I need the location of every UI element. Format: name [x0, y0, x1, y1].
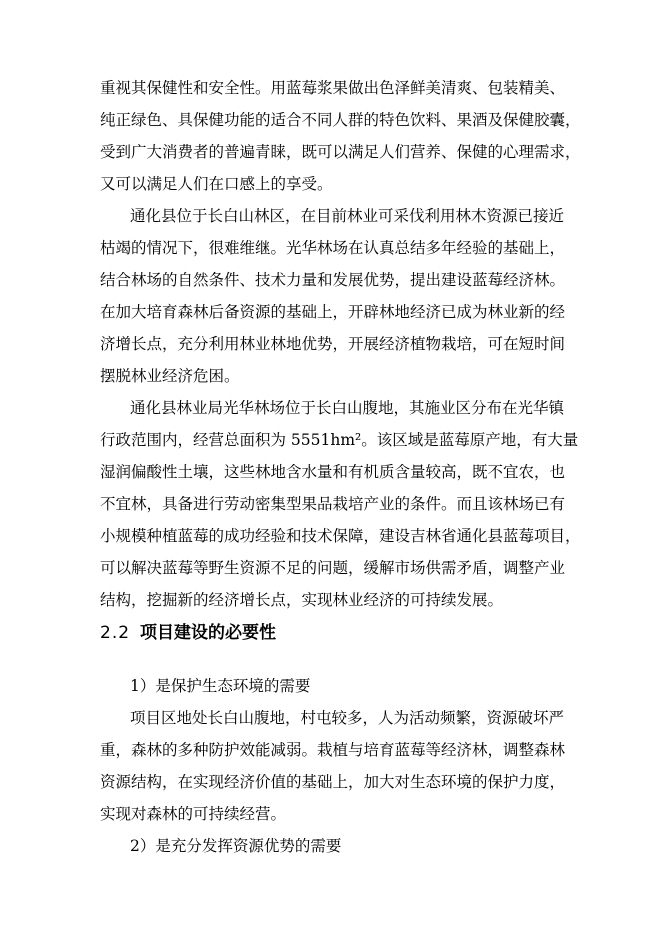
paragraph-line: 通化县位于长白山林区，在目前林业可采伐利用林木资源已接近	[130, 207, 565, 225]
paragraph-line: 在加大培育森林后备资源的基础上，开辟林地经济已成为林业新的经	[100, 303, 566, 321]
paragraph-line: 通化县林业局光华林场位于长白山腹地，其施业区分布在光华镇	[130, 399, 565, 417]
paragraph-line: 济增长点，充分利用林业林地优势，开展经济植物栽培，可在短时间	[100, 335, 566, 353]
paragraph-line: 结合林场的自然条件、技术力量和发展优势，提出建设蓝莓经济林。	[100, 271, 566, 289]
paragraph-line: 结构，挖掘新的经济增长点，实现林业经济的可持续发展。	[100, 591, 504, 609]
paragraph-line: 小规模种植蓝莓的成功经验和技术保障，建设吉林省通化县蓝莓项目，	[100, 527, 581, 545]
paragraph-line: 重视其保健性和安全性。用蓝莓浆果做出色泽鲜美清爽、包装精美、	[100, 79, 566, 97]
paragraph-line: 湿润偏酸性土壤，这些林地含水量和有机质含量较高，既不宜农，也	[100, 463, 566, 481]
section-heading	[100, 622, 276, 644]
paragraph-line: 受到广大消费者的普遍青睐，既可以满足人们营养、保健的心理需求，	[100, 143, 581, 161]
paragraph-line: 实现对森林的可持续经营。	[100, 805, 287, 823]
section-title: 项目建设的必要性	[140, 623, 277, 643]
paragraph-line: 重，森林的多种防护效能减弱。栽植与培育蓝莓等经济林，调整森林	[100, 741, 566, 759]
paragraph-line: 摆脱林业经济危困。	[100, 367, 240, 385]
paragraph-line: 不宜林，具备进行劳动密集型果品栽培产业的条件。而且该林场已有	[100, 495, 566, 513]
paragraph-line: 资源结构，在实现经济价值的基础上，加大对生态环境的保护力度，	[100, 773, 566, 791]
paragraph-line: 又可以满足人们在口感上的享受。	[100, 175, 333, 193]
paragraph-line: 可以解决蓝莓等野生资源不足的问题，缓解市场供需矛盾，调整产业	[100, 559, 566, 577]
paragraph-line: 项目区地处长白山腹地，村屯较多，人为活动频繁，资源破坏严	[130, 709, 565, 727]
section-number: 2.2	[100, 623, 131, 643]
paragraph-line: 纯正绿色、具保健功能的适合不同人群的特色饮料、果酒及保健胶囊，	[100, 111, 581, 129]
paragraph-line: 行政范围内，经营总面积为 5551hm²。该区域是蓝莓原产地，有大量	[100, 431, 579, 449]
paragraph-line: 枯竭的情况下，很难维继。光华林场在认真总结多年经验的基础上，	[100, 239, 566, 257]
list-item-label: 1）是保护生态环境的需要	[130, 677, 311, 695]
list-item-label: 2）是充分发挥资源优势的需要	[130, 837, 342, 855]
